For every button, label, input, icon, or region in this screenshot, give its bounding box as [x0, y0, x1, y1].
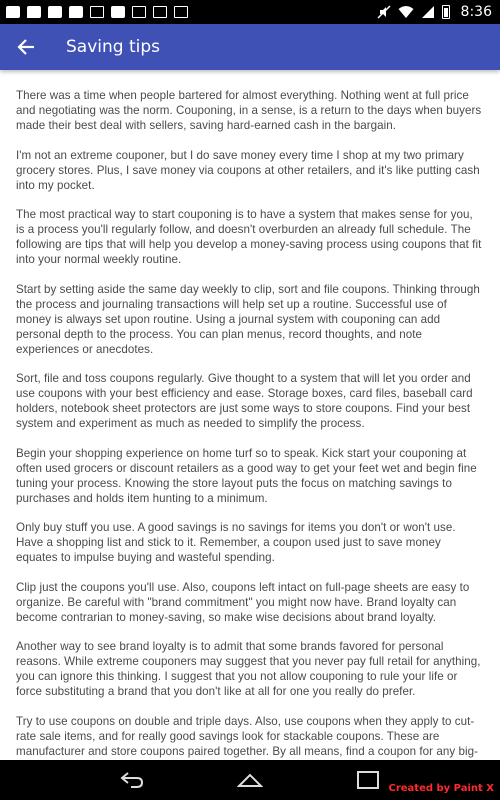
status-bar: [0, 0, 500, 24]
message-icon: [69, 6, 83, 18]
article-paragraph: Only buy stuff you use. A good savings is no savings for items you don't or won't use. Have a shopping list and stick to it. Remember, a coupon used just to save money equates to impulse buying and wasteful spending.: [16, 521, 456, 564]
wifi-icon: [398, 5, 414, 19]
image-icon: [90, 6, 104, 18]
page-title: Saving tips: [66, 37, 160, 57]
back-button[interactable]: [0, 24, 52, 70]
article-paragraph: I'm not an extreme couponer, but I do save money every time I shop at my two primary grocery stores. Plus, I save money via coupons at other retailers, and it's like putting cash into my pocket.: [16, 148, 480, 192]
message-icon: [6, 6, 20, 18]
nav-home-icon: [237, 770, 263, 790]
arrow-left-icon: [17, 38, 35, 56]
message-icon: [48, 6, 62, 18]
article-paragraph: Sort, file and toss coupons regularly. Give thought to a system that will let you order and use coupons with your best efficiency and ease. Storage boxes, card files, baseball card holders, notebook sheet protectors are just some ways to store coupons. Find your best system and experiment as much as needed to simplify the process.: [16, 372, 473, 430]
map-icon: [111, 6, 125, 18]
nav-home-button[interactable]: [235, 768, 265, 792]
article-scroll-area[interactable]: [0, 70, 500, 760]
briefcase-icon: [174, 6, 188, 18]
system-icons: [377, 4, 492, 20]
article-paragraph: Start by setting aside the same day weekly to clip, sort and file coupons. Thinking through the process and journaling transactions will help set up a routine. Successful use of money is always set upon routine. Using a journal system with couponing can add personal depth to the process. You can plan menus, record thoughts, and note experiences or anecdotes.: [16, 282, 480, 356]
article-paragraph: Try to use coupons on double and triple days. Also, use coupons when they apply to cut-rate sale items, and for really good savings look for stackable coupons. These are manufacturer and store coupons paired together. By all means, find a coupon for any big-: [16, 714, 478, 758]
article-paragraph: Begin your shopping experience on home turf so to speak. Kick start your couponing at often used grocers or discount retailers as a good way to get your feet wet and begin fine tuning your process. Knowing the store layout puts the focus on matching savings to purchases and holds item hunting to a minimum.: [16, 446, 477, 505]
mute-icon: [377, 5, 391, 19]
article-paragraph: Clip just the coupons you'll use. Also, coupons left intact on full-page sheets are easy to organize. Be careful with "brand commitment" you might now have. Brand loyalty can become contrarian to money-saving, so make wise decisions about brand loyalty.: [16, 580, 470, 624]
lock-icon: [153, 6, 167, 18]
nav-back-icon: [119, 770, 145, 790]
message-icon: [27, 6, 41, 18]
signal-icon: [421, 5, 435, 19]
status-time: 8:36: [460, 4, 492, 20]
article-paragraph: There was a time when people bartered for almost everything. Nothing went at full price and negotiating was the norm. Couponing, in a sense, is a return to the days when buyers made their best deal with sellers, saving hard-earned cash in the bargain.: [16, 89, 482, 132]
navigation-bar: [0, 760, 500, 800]
watermark-label: Created by Paint X: [388, 783, 494, 794]
nav-recents-icon: [355, 770, 381, 790]
article-paragraph: Another way to see brand loyalty is to admit that some brands favored for personal reasons. While extreme couponers may suggest that you never pay full retail for anything, you can ignore this thinking. I suggest that you not allow couponing to rule your life or force substituting a brand that you don't like at all for one you really do prefer.: [16, 640, 481, 698]
nav-recents-button[interactable]: [353, 768, 383, 792]
nav-back-button[interactable]: [117, 768, 147, 792]
notification-icons: [6, 6, 188, 18]
gallery-icon: [132, 6, 146, 18]
battery-icon: [442, 5, 450, 19]
article-paragraph: The most practical way to start couponing is to have a system that makes sense for you, is a process you'll regularly follow, and doesn't overburden an already full schedule. The following are tips that will help you develop a money-saving process using coupons that fit into your normal weekly routine.: [16, 208, 482, 266]
app-bar: [0, 24, 500, 70]
